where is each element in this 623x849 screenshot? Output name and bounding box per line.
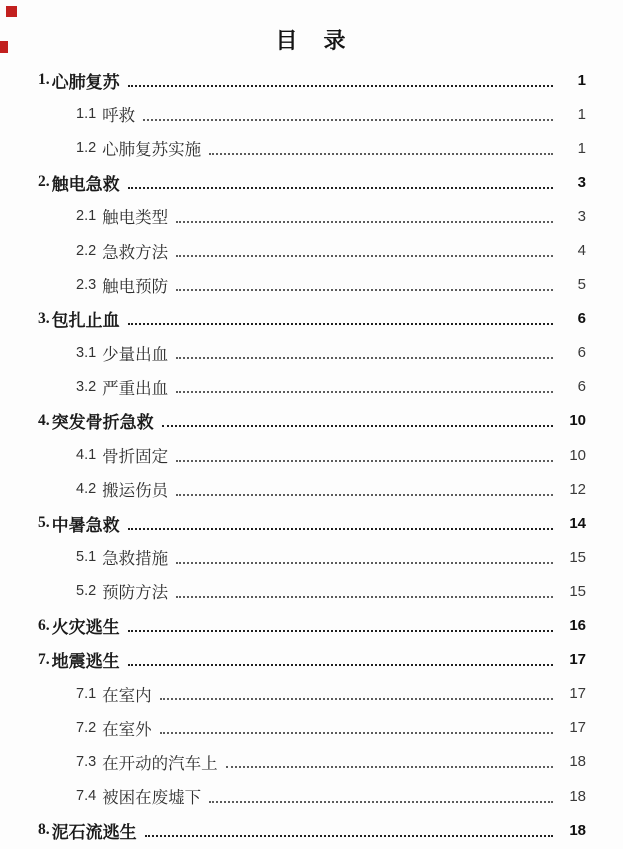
dot-leader — [128, 174, 553, 189]
dot-leader — [128, 617, 553, 632]
toc-entry-label: 在室外 — [102, 719, 152, 739]
toc-entry-label: 心肺复苏实施 — [102, 140, 202, 160]
dot-leader — [128, 515, 553, 530]
toc-entry-page: 18 — [569, 787, 586, 805]
toc-entry[interactable] — [0, 268, 623, 302]
toc-entry-page: 6 — [577, 344, 586, 362]
toc-entry-label: 泥石流逃生 — [51, 822, 137, 842]
toc-entry-page: 1 — [577, 105, 586, 123]
toc-entry-number: 2.2 — [76, 242, 97, 259]
toc-entry-label: 在室内 — [102, 685, 152, 705]
toc-entry-label: 急救措施 — [102, 549, 169, 569]
toc-entry-number: 3.1 — [76, 344, 97, 361]
toc-entry-number: 8. — [38, 821, 50, 839]
toc-entry-label: 预防方法 — [102, 583, 169, 603]
toc-entry[interactable] — [0, 643, 623, 677]
toc-entry[interactable] — [0, 711, 623, 745]
toc-entry-label: 触电急救 — [51, 174, 120, 194]
toc-entry[interactable] — [0, 131, 623, 165]
toc-entry-number: 7.3 — [76, 753, 97, 770]
toc-entry[interactable] — [0, 540, 623, 574]
dot-leader — [160, 719, 553, 734]
dot-leader — [176, 208, 553, 223]
toc-entry-page: 14 — [569, 514, 586, 532]
toc-entry-number: 4.1 — [76, 447, 97, 464]
toc-entry-page: 17 — [569, 719, 586, 737]
toc-entry-page: 15 — [569, 582, 586, 600]
toc-entry-number: 3.2 — [76, 378, 97, 395]
toc-entry-number: 5.1 — [76, 549, 97, 566]
toc-entry-label: 中暑急救 — [51, 515, 120, 535]
toc-entry-page: 18 — [569, 753, 586, 771]
dot-leader — [176, 447, 553, 462]
toc-entry[interactable] — [0, 97, 623, 131]
toc-entry-number: 2.1 — [76, 208, 97, 225]
toc-entry[interactable] — [0, 574, 623, 608]
dot-leader — [176, 276, 553, 291]
toc-entry-number: 7. — [38, 650, 50, 668]
dot-leader — [128, 72, 553, 87]
toc-entry-label: 少量出血 — [102, 344, 169, 364]
page-title: 目 录 — [275, 27, 348, 53]
dot-leader — [176, 242, 553, 257]
toc-entry-page: 3 — [577, 207, 586, 225]
toc-entry-number: 1. — [38, 71, 50, 89]
red-marker-top — [6, 6, 17, 17]
toc-entry-label: 触电类型 — [102, 208, 169, 228]
toc-list — [0, 63, 623, 847]
toc-entry[interactable] — [0, 370, 623, 404]
toc-entry-label: 火灾逃生 — [51, 618, 120, 638]
toc-entry[interactable] — [0, 813, 623, 847]
toc-entry-page: 1 — [577, 71, 586, 89]
toc-entry-number: 2.3 — [76, 276, 97, 293]
toc-entry[interactable] — [0, 609, 623, 643]
dot-leader — [176, 344, 553, 359]
toc-entry-page: 10 — [569, 446, 586, 464]
toc-entry[interactable] — [0, 745, 623, 779]
toc-entry-page: 3 — [577, 173, 586, 191]
toc-entry-page: 12 — [569, 480, 586, 498]
dot-leader — [128, 310, 553, 325]
toc-entry-page: 5 — [577, 276, 586, 294]
toc-entry-page: 4 — [577, 242, 586, 260]
toc-entry-label: 突发骨折急救 — [51, 413, 154, 433]
dot-leader — [145, 822, 553, 837]
dot-leader — [128, 651, 553, 666]
toc-entry-page: 1 — [577, 139, 586, 157]
toc-entry[interactable] — [0, 199, 623, 233]
toc-entry-label: 急救方法 — [102, 242, 169, 262]
toc-entry-label: 严重出血 — [102, 378, 169, 398]
toc-entry-number: 4. — [38, 411, 50, 429]
toc-entry-number: 7.1 — [76, 685, 97, 702]
toc-entry[interactable] — [0, 438, 623, 472]
dot-leader — [209, 140, 553, 155]
toc-entry-number: 7.2 — [76, 719, 97, 736]
toc-entry-label: 心肺复苏 — [51, 72, 120, 92]
toc-entry[interactable] — [0, 779, 623, 813]
toc-entry-page: 17 — [569, 685, 586, 703]
toc-entry-label: 骨折固定 — [102, 447, 169, 467]
toc-entry[interactable] — [0, 472, 623, 506]
dot-leader — [143, 106, 553, 121]
toc-entry[interactable] — [0, 336, 623, 370]
toc-entry-number: 5. — [38, 514, 50, 532]
toc-entry-page: 6 — [577, 378, 586, 396]
toc-entry-number: 2. — [38, 173, 50, 191]
toc-entry-number: 5.2 — [76, 583, 97, 600]
dot-leader — [209, 788, 553, 803]
toc-entry-number: 1.1 — [76, 106, 97, 123]
dot-leader — [176, 549, 553, 564]
toc-entry-page: 18 — [569, 821, 586, 839]
toc-entry-number: 3. — [38, 309, 50, 327]
dot-leader — [176, 583, 553, 598]
toc-entry[interactable] — [0, 506, 623, 540]
dot-leader — [162, 412, 553, 427]
toc-entry-page: 16 — [569, 617, 586, 635]
toc-entry[interactable] — [0, 233, 623, 267]
dot-leader — [176, 378, 553, 393]
toc-entry[interactable] — [0, 677, 623, 711]
toc-entry-number: 1.2 — [76, 140, 97, 157]
toc-entry[interactable] — [0, 302, 623, 336]
toc-entry-label: 地震逃生 — [51, 652, 120, 672]
toc-entry-label: 在开动的汽车上 — [102, 753, 218, 773]
toc-entry-page: 6 — [577, 310, 586, 328]
toc-entry-label: 搬运伤员 — [102, 481, 169, 501]
toc-entry-label: 呼救 — [102, 106, 136, 126]
dot-leader — [226, 753, 553, 768]
toc-entry-page: 15 — [569, 548, 586, 566]
toc-entry[interactable] — [0, 63, 623, 97]
toc-entry-number: 7.4 — [76, 788, 97, 805]
toc-entry-label: 被困在废墟下 — [102, 788, 202, 808]
toc-entry-label: 包扎止血 — [51, 311, 120, 331]
toc-entry-label: 触电预防 — [102, 276, 169, 296]
toc-entry-number: 4.2 — [76, 481, 97, 498]
dot-leader — [176, 481, 553, 496]
toc-entry-page: 10 — [569, 412, 586, 430]
toc-entry-number: 6. — [38, 616, 50, 634]
toc-entry[interactable] — [0, 165, 623, 199]
toc-entry[interactable] — [0, 404, 623, 438]
dot-leader — [160, 685, 553, 700]
toc-entry-page: 17 — [569, 651, 586, 669]
